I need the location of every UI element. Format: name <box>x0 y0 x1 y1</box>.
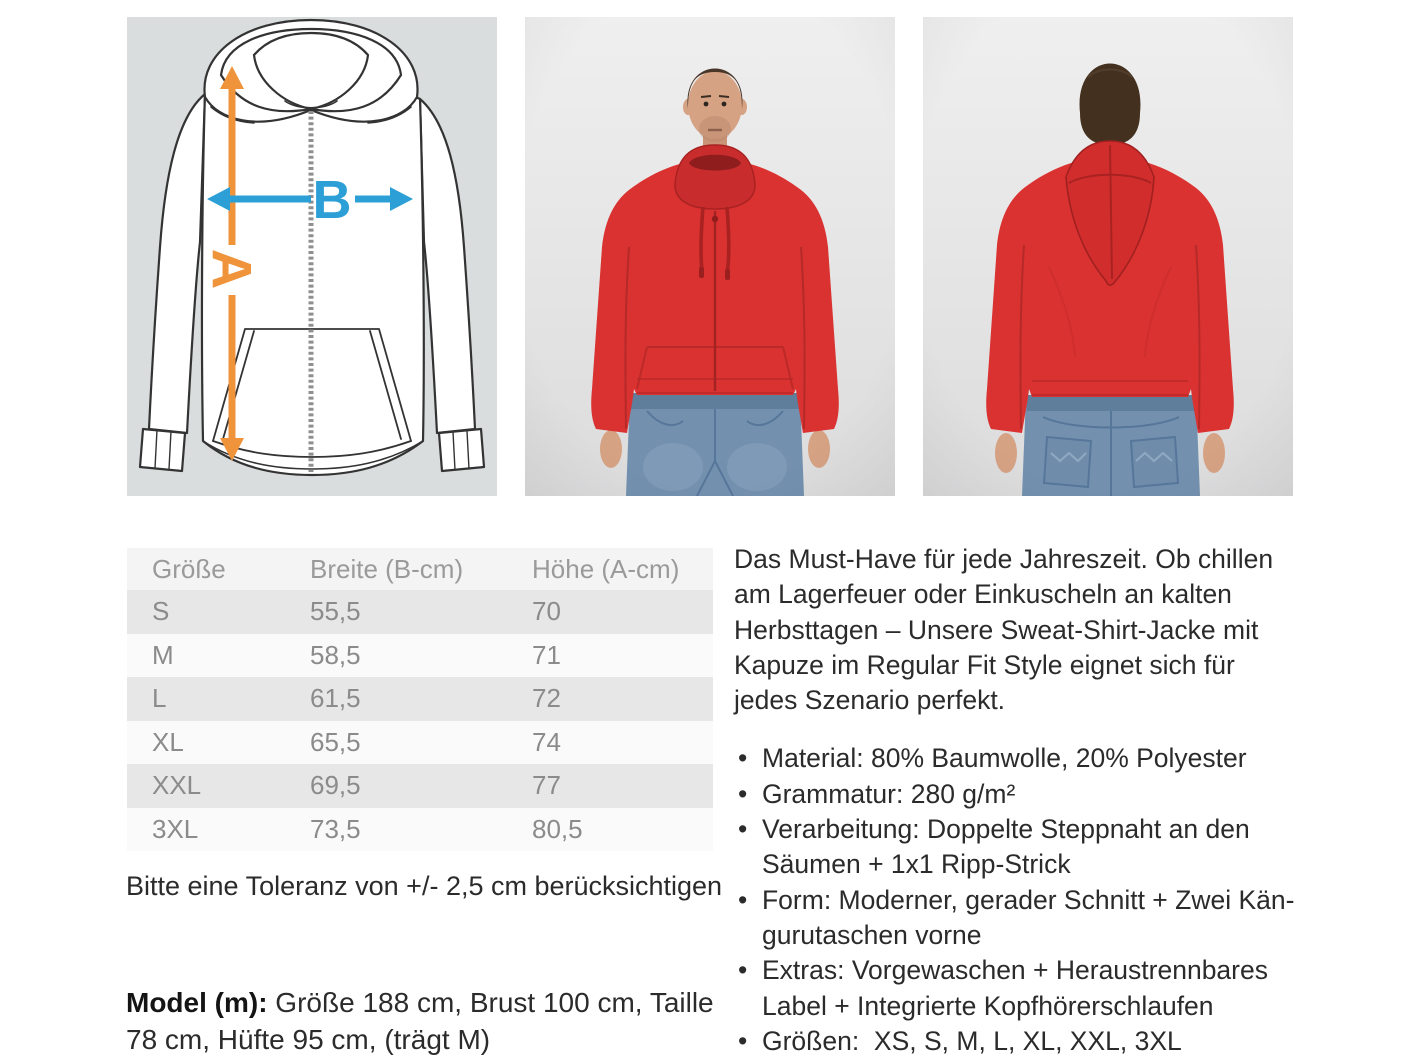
size-cell: 3XL <box>127 808 308 852</box>
height-cell: 70 <box>530 590 713 634</box>
feature-item-grammatur <box>734 777 1406 812</box>
width-cell: 69,5 <box>308 764 530 808</box>
size-cell: XXL <box>127 764 308 808</box>
front-view-photo <box>525 17 895 496</box>
size-cell: XL <box>127 721 308 765</box>
feature-text: Säumen + 1x1 Ripp-Strick <box>762 849 1071 880</box>
size-row <box>127 808 713 852</box>
width-cell: 58,5 <box>308 634 530 678</box>
feature-item-groessen <box>734 1024 1406 1059</box>
feature-item-extras <box>734 953 1406 1024</box>
feature-text: Material: 80% Baumwolle, 20% Polyester <box>762 743 1247 774</box>
paragraph-line: am Lagerfeuer oder Einkuscheln an kalten <box>734 579 1232 610</box>
bullet-icon: • <box>738 884 748 915</box>
feature-text: Label + Integrierte Kopfhörerschlaufen <box>762 990 1214 1021</box>
size-diagram-panel <box>127 17 497 496</box>
height-cell: 80,5 <box>530 808 713 852</box>
height-cell: 74 <box>530 721 713 765</box>
height-cell: 77 <box>530 764 713 808</box>
paragraph-line: Herbsttagen – Unsere Sweat-Shirt-Jacke mit <box>734 614 1259 645</box>
feature-text: Verarbeitung: Doppelte Steppnaht an den <box>762 814 1250 845</box>
size-chart-table <box>127 548 713 851</box>
feature-item-material <box>734 741 1406 776</box>
feature-list <box>734 741 1406 1059</box>
size-row <box>127 677 713 721</box>
paragraph-line: Kapuze im Regular Fit Style eignet sich für <box>734 649 1235 680</box>
column-header-size: Größe <box>127 548 308 590</box>
size-row <box>127 764 713 808</box>
width-cell: 65,5 <box>308 721 530 765</box>
width-cell: 55,5 <box>308 590 530 634</box>
model-info-line1: Größe 188 cm, Brust 100 cm, Taille <box>267 987 714 1018</box>
size-chart-header-row <box>127 548 713 590</box>
measure-label-a: A <box>200 248 264 290</box>
size-row <box>127 634 713 678</box>
model-info-label: Model (m): <box>126 987 268 1018</box>
bullet-icon: • <box>738 1025 748 1056</box>
measure-label-b: B <box>312 170 352 230</box>
column-header-height: Höhe (A-cm) <box>530 548 713 590</box>
bullet-icon: • <box>738 814 748 845</box>
back-view-photo <box>923 17 1293 496</box>
feature-text: Form: Moderner, gerader Schnitt + Zwei Kän- <box>762 884 1295 915</box>
feature-text: Grammatur: 280 g/m² <box>762 778 1016 809</box>
feature-item-form <box>734 883 1406 954</box>
model-info <box>126 984 746 1058</box>
paragraph-line: Das Must-Have für jede Jahreszeit. Ob chillen <box>734 544 1274 574</box>
model-photo-front <box>525 17 895 496</box>
feature-text: Größen: XS, S, M, L, XL, XXL, 3XL <box>762 1025 1182 1056</box>
feature-text: Extras: Vorgewaschen + Heraustrennbares <box>762 955 1268 986</box>
size-cell: S <box>127 590 308 634</box>
description-paragraph <box>734 542 1406 718</box>
tolerance-note: Bitte eine Toleranz von +/- 2,5 cm berücksichtigen <box>126 871 723 901</box>
product-description <box>734 542 1406 1059</box>
model-photo-back <box>923 17 1293 496</box>
size-cell: L <box>127 677 308 721</box>
width-cell: 73,5 <box>308 808 530 852</box>
model-info-line2: 78 cm, Hüfte 95 cm, (trägt M) <box>126 1024 491 1055</box>
feature-text: gurutaschen vorne <box>762 919 982 950</box>
bullet-icon: • <box>738 743 748 774</box>
width-cell: 61,5 <box>308 677 530 721</box>
size-row <box>127 590 713 634</box>
bullet-icon: • <box>738 778 748 809</box>
size-cell: M <box>127 634 308 678</box>
paragraph-line: jedes Szenario perfekt. <box>734 685 1006 716</box>
size-row <box>127 721 713 765</box>
bullet-icon: • <box>738 955 748 986</box>
height-cell: 71 <box>530 634 713 678</box>
height-cell: 72 <box>530 677 713 721</box>
hoodie-measurement-diagram <box>127 17 497 496</box>
feature-item-verarbeitung <box>734 812 1406 883</box>
column-header-width: Breite (B-cm) <box>308 548 530 590</box>
